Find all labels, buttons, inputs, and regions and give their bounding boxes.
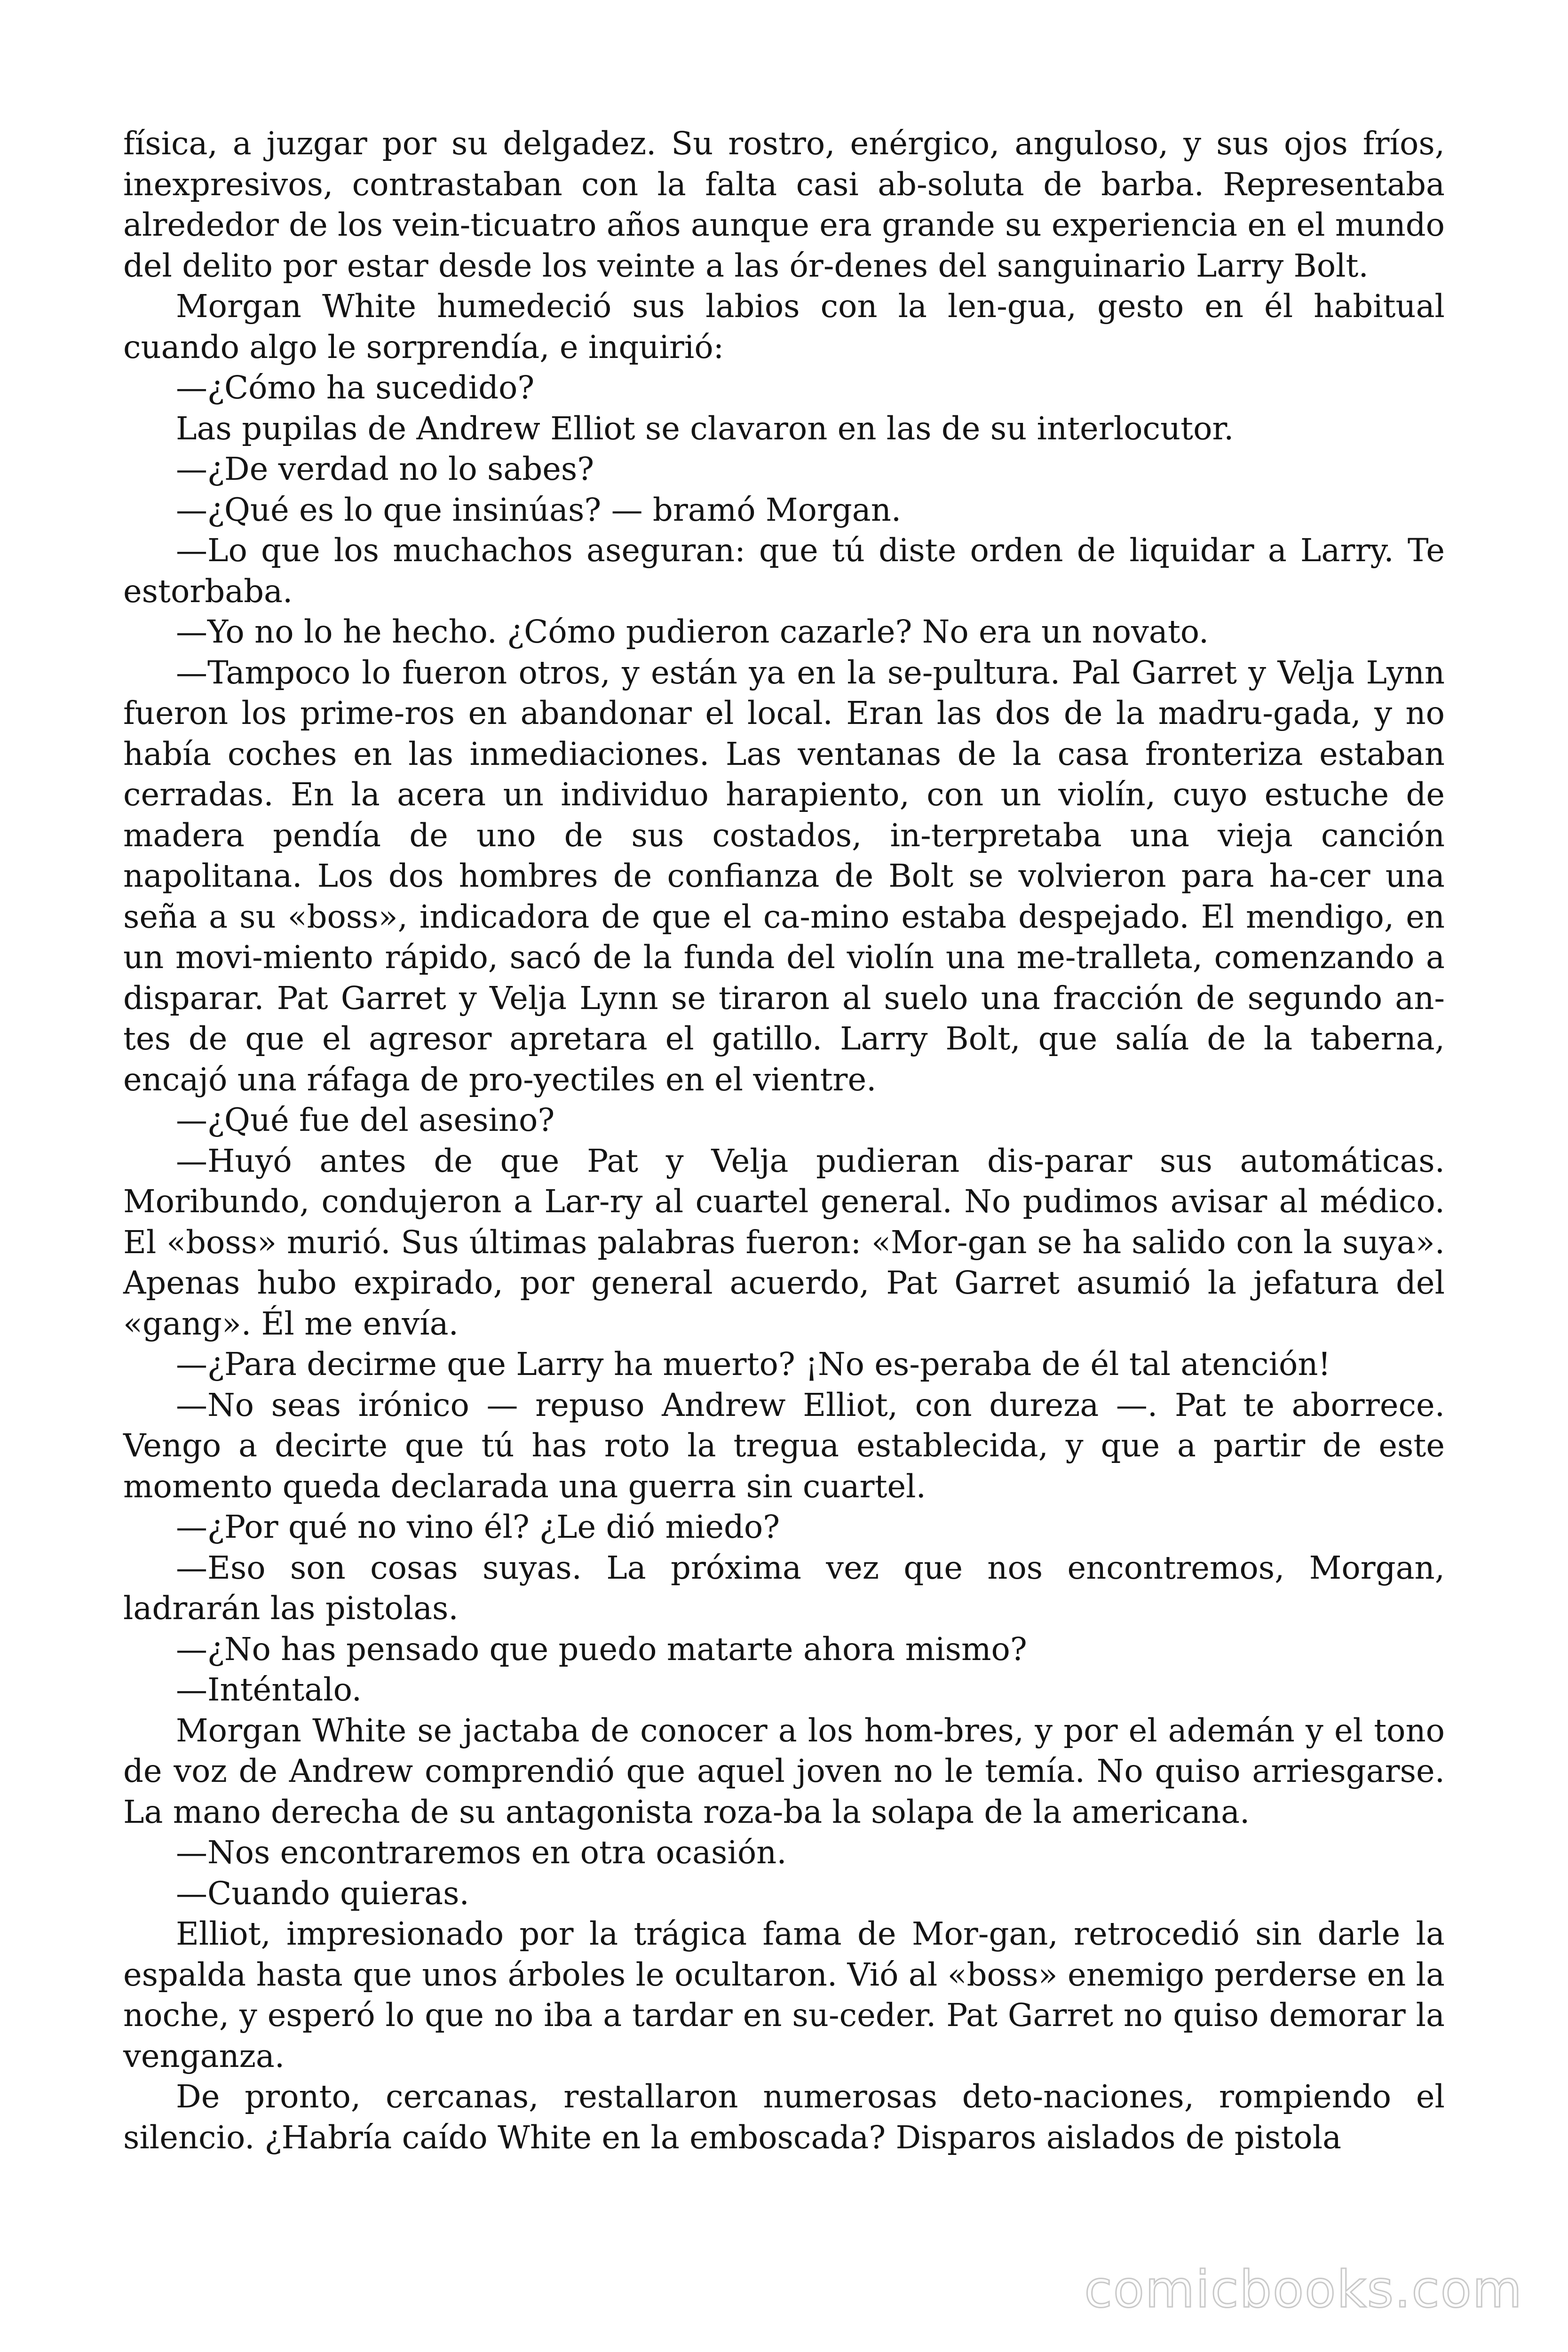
dialogue-line: —Lo que los muchachos aseguran: que tú diste orden de liquidar a Larry. Te estorbaba. — [123, 532, 1445, 610]
dialogue-line: —¿No has pensado que puedo matarte ahora mismo? — [176, 1630, 1027, 1668]
dialogue-line: —¿Para decirme que Larry ha muerto? ¡No es-peraba de él tal atención! — [176, 1346, 1331, 1383]
paragraph: De pronto, cercanas, restallaron numerosas deto-naciones, rompiendo el silencio. ¿Habría caído White en la emboscada? Disparos aislados de pistola — [123, 2078, 1445, 2156]
dialogue-line: —Tampoco lo fueron otros, y están ya en la se-pultura. Pal Garret y Velja Lynn fueron los prime-ros en abandonar el local. Eran las dos de la madru-gada, y no había coches en las inmediaciones. Las ventanas de la casa fronteriza estaban cerradas. En la acera un individuo harapiento, con un violín, cuyo estuche de madera pendía de uno de sus costados, in-terpretaba una vieja canción napolitana. Los dos hombres de confianza de Bolt se volvieron para ha-cer una seña a su «boss», indicadora de que el ca-mino estaba despejado. El mendigo, en un movi-miento rápido, sacó de la funda del violín una me-tralleta, comenzando a disparar. Pat Garret y Velja Lynn se tiraron al suelo una fracción de segundo an-tes de que el agresor apretara el gatillo. Larry Bolt, que salía de la taberna, encajó una ráfaga de pro-yectiles en el vientre. — [123, 654, 1445, 1098]
dialogue-line: —¿Por qué no vino él? ¿Le dió miedo? — [176, 1509, 780, 1545]
dialogue-line: —¿Cómo ha sucedido? — [176, 369, 535, 406]
dialogue-line: —Eso son cosas suyas. La próxima vez que nos encontremos, Morgan, ladrarán las pistolas. — [123, 1549, 1445, 1627]
dialogue-line: —Cuando quieras. — [176, 1875, 469, 1912]
watermark: comicbooks.com — [1084, 2260, 1523, 2319]
dialogue-line: —¿Qué fue del asesino? — [176, 1102, 555, 1138]
dialogue-line: —Nos encontraremos en otra ocasión. — [176, 1834, 787, 1871]
dialogue-line: —Huyó antes de que Pat y Velja pudieran dis-parar sus automáticas. Moribundo, condujeron a Lar-ry al cuartel general. No pudimos avisar al médico. El «boss» murió. Sus últimas palabras fueron: «Mor-gan se ha salido con la suya». Apenas hubo expirado, por general acuerdo, Pat Garret asumió la jefatura del «gang». Él me envía. — [123, 1142, 1445, 1342]
paragraph: física, a juzgar por su delgadez. Su rostro, enérgico, anguloso, y sus ojos fríos, inexpresivos, contrastaban con la falta casi ab-soluta de barba. Representaba alrededor de los vein-ticuatro años aunque era grande su experiencia en el mundo del delito por estar desde los veinte a las ór-denes del sanguinario Larry Bolt. — [123, 125, 1445, 284]
paragraph: Morgan White humedeció sus labios con la len-gua, gesto en él habitual cuando algo le sorprendía, e inquirió: — [123, 288, 1445, 366]
paragraph: Morgan White se jactaba de conocer a los hom-bres, y por el ademán y el tono de voz de Andrew comprendió que aquel joven no le temía. No quiso arriesgarse. La mano derecha de su antagonista roza-ba la solapa de la americana. — [123, 1712, 1445, 1830]
dialogue-line: —¿Qué es lo que insinúas? — bramó Morgan. — [176, 491, 902, 528]
dialogue-line: —Inténtalo. — [176, 1671, 362, 1708]
body-text — [123, 123, 1445, 2158]
paragraph: Elliot, impresionado por la trágica fama de Mor-gan, retrocedió sin darle la espalda hasta que unos árboles le ocultaron. Vió al «boss» enemigo perderse en la noche, y esperó lo que no iba a tardar en su-ceder. Pat Garret no quiso demorar la venganza. — [123, 1915, 1445, 2074]
dialogue-line: —No seas irónico — repuso Andrew Elliot, con dureza —. Pat te aborrece. Vengo a decirte que tú has roto la tregua establecida, y que a partir de este momento queda declarada una guerra sin cuartel. — [123, 1386, 1445, 1505]
paragraph: Las pupilas de Andrew Elliot se clavaron en las de su interlocutor. — [176, 410, 1234, 447]
dialogue-line: —¿De verdad no lo sabes? — [176, 451, 594, 487]
dialogue-line: —Yo no lo he hecho. ¿Cómo pudieron cazarle? No era un novato. — [176, 613, 1209, 650]
